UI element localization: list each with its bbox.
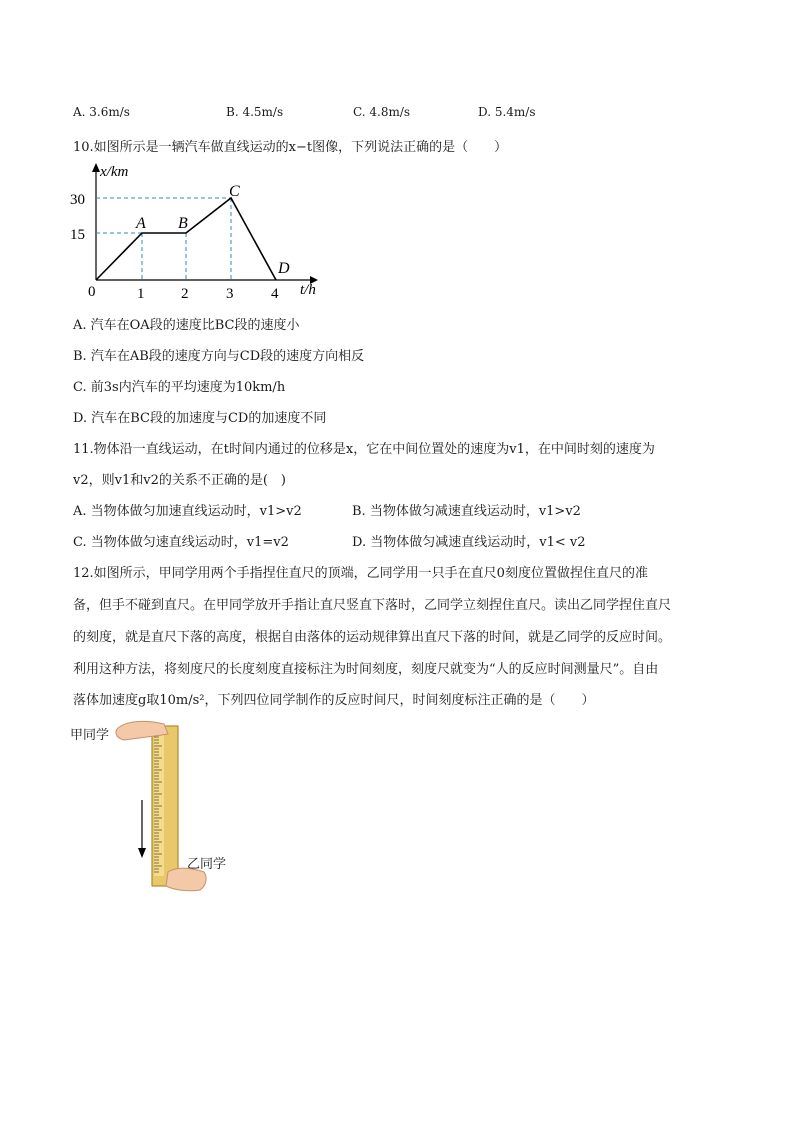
- q10-option-b: B. 汽车在AB段的速度方向与CD段的速度方向相反: [73, 349, 365, 364]
- q9-option-b: B. 4.5m/s: [226, 105, 284, 119]
- q11-stem-line2: v2，则v1和v2的关系不正确的是( ): [73, 473, 286, 488]
- q12-line-4: 利用这种方法，将刻度尺的长度刻度直接标注为时间刻度，刻度尺就变为“人的反应时间测量尺”。自由: [73, 662, 659, 677]
- q9-options: [73, 105, 753, 123]
- q9-option-d: D. 5.4m/s: [478, 105, 536, 119]
- q11-stem-line1: 11.物体沿一直线运动，在t时间内通过的位移是x，它在中间位置处的速度为v1，在中间时刻的速度为: [73, 442, 655, 457]
- q10-xt-graph: [60, 160, 340, 304]
- x-tick-1: 1: [137, 286, 145, 300]
- y-axis-arrow-icon: [92, 163, 100, 172]
- q10-stem: 10.如图所示是一辆汽车做直线运动的x−t图像，下列说法正确的是（ ）: [73, 140, 508, 155]
- figure-label-top: 甲同学: [70, 728, 110, 743]
- q12-line-3: 的刻度，就是直尺下落的高度，根据自由落体的运动规律算出直尺下落的时间，就是乙同学的反应时间。: [73, 630, 672, 645]
- q12-line-5: 落体加速度g取10m/s²，下列四位同学制作的反应时间尺，时间刻度标注正确的是（ ）: [73, 693, 595, 708]
- point-b-label: B: [178, 215, 188, 232]
- x-tick-3: 3: [226, 286, 234, 300]
- y-axis-label: x/km: [100, 164, 129, 180]
- xt-line: [96, 198, 276, 280]
- q11-option-d: D. 当物体做匀减速直线运动时，v1< v2: [352, 535, 586, 550]
- q11-option-a: A. 当物体做匀加速直线运动时，v1>v2: [73, 504, 302, 519]
- point-c-label: C: [229, 183, 240, 200]
- down-arrow-icon: [138, 848, 146, 858]
- figure-label-bottom: 乙同学: [187, 857, 227, 872]
- q12-line-2: 备，但手不碰到直尺。在甲同学放开手指让直尺竖直下落时，乙同学立刻捏住直尺。读出乙同学捏住直尺: [73, 598, 672, 613]
- y-tick-15: 15: [70, 227, 85, 243]
- q10-option-c: C. 前3s内汽车的平均速度为10km/h: [73, 380, 286, 395]
- q10-option-d: D. 汽车在BC段的加速度与CD的加速度不同: [73, 411, 327, 426]
- y-tick-30: 30: [70, 192, 85, 208]
- q11-option-c: C. 当物体做匀速直线运动时，v1=v2: [73, 535, 289, 550]
- x-axis-label: t/h: [300, 282, 316, 298]
- x-tick-0: 0: [88, 284, 96, 300]
- point-d-label: D: [278, 260, 290, 277]
- q12-ruler-figure: [68, 720, 268, 899]
- x-tick-4: 4: [271, 286, 279, 300]
- q9-option-c: C. 4.8m/s: [353, 105, 411, 119]
- point-a-label: A: [136, 215, 146, 232]
- q12-line-1: 12.如图所示，甲同学用两个手指捏住直尺的顶端，乙同学用一只手在直尺0刻度位置做捏住直尺的准: [73, 566, 648, 581]
- q11-option-b: B. 当物体做匀减速直线运动时，v1>v2: [352, 504, 581, 519]
- x-tick-2: 2: [181, 286, 189, 300]
- q9-option-a: A. 3.6m/s: [73, 105, 130, 119]
- q10-option-a: A. 汽车在OA段的速度比BC段的速度小: [73, 318, 300, 333]
